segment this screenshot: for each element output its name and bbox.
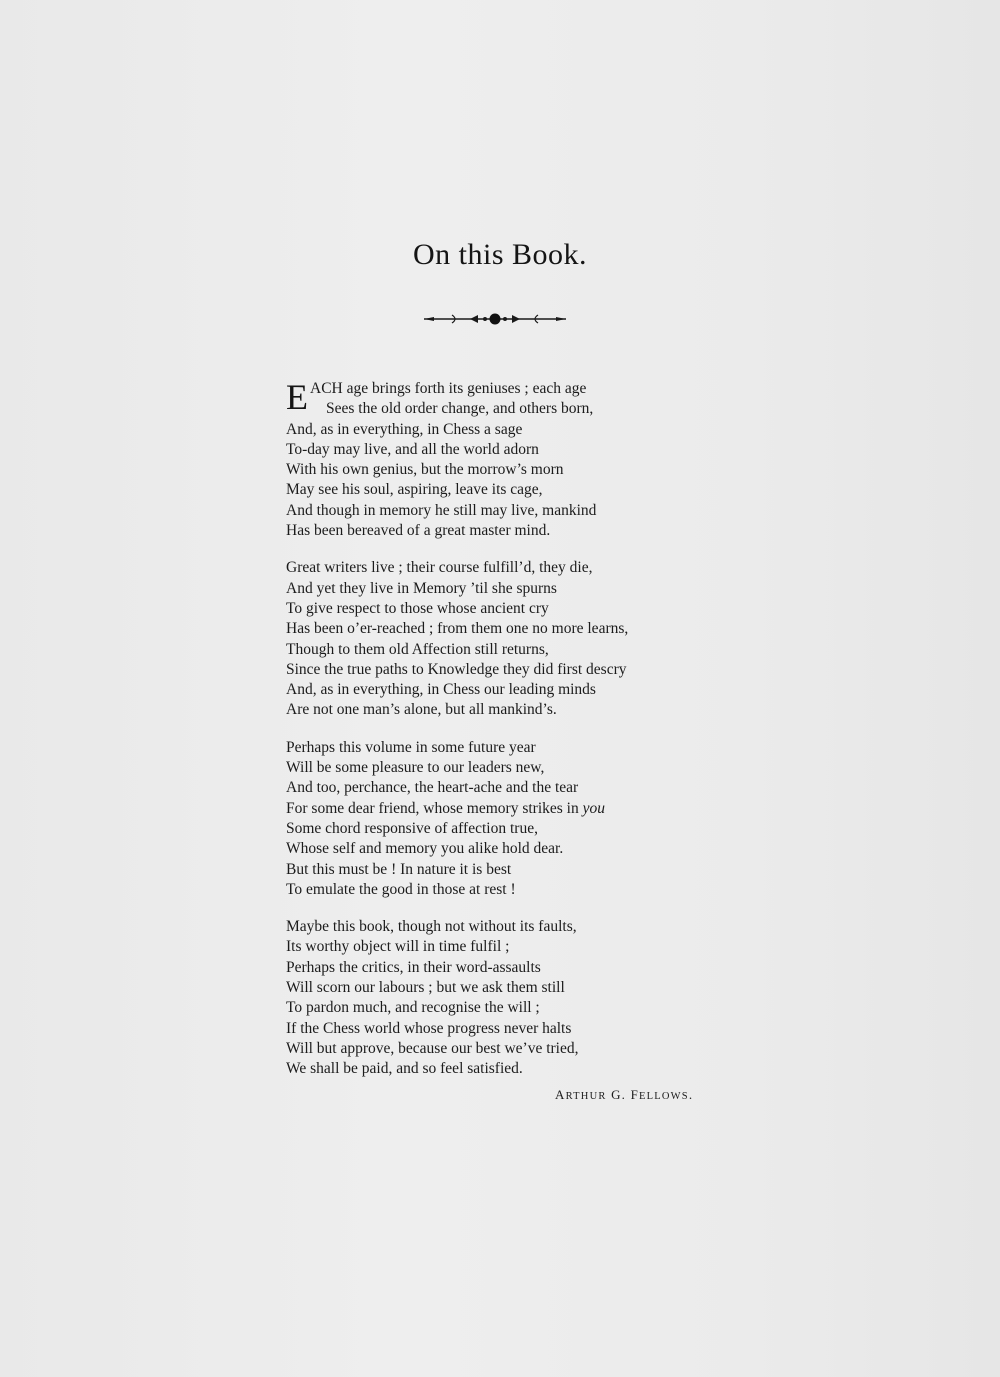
page-title: On this Book. xyxy=(412,238,588,271)
poem-line: And, as in everything, in Chess our leading minds xyxy=(286,681,596,699)
italic-word: you xyxy=(582,799,605,817)
poem-line: And too, perchance, the heart-ache and the tear xyxy=(286,779,579,797)
poem-line: We shall be paid, and so feel satisfied. xyxy=(286,1060,523,1078)
poem-line: To pardon much, and recognise the will ; xyxy=(286,999,540,1017)
poem-line: Has been o’er-reached ; from them one no more learns, xyxy=(286,620,629,638)
poem-line: Will scorn our labours ; but we ask them still xyxy=(286,979,565,997)
poem-line: With his own genius, but the morrow’s morn xyxy=(286,461,564,479)
poem-line: Will but approve, because our best we’ve tried, xyxy=(286,1039,579,1057)
author-signature: ARTHUR G. FELLOWS. xyxy=(555,1087,694,1102)
poem-line: May see his soul, aspiring, leave its cage, xyxy=(286,481,543,499)
stanza-4 xyxy=(286,917,726,1079)
poem-line: If the Chess world whose progress never halts xyxy=(286,1019,572,1037)
stanza-3 xyxy=(286,738,726,900)
poem-line: Are not one man’s alone, but all mankind’s. xyxy=(286,701,557,719)
poem-line: But this must be ! In nature it is best xyxy=(286,860,512,878)
poem-line: Whose self and memory you alike hold dear. xyxy=(286,840,564,858)
poem-line: ACH age brings forth its geniuses ; each age xyxy=(310,380,587,397)
poem-line: To emulate the good in those at rest ! xyxy=(286,880,516,898)
stanza-1 xyxy=(286,379,726,541)
poem-line: And yet they live in Memory ’til she spurns xyxy=(286,579,557,597)
poem-line: Great writers live ; their course fulfill’d, they die, xyxy=(286,559,593,577)
drop-cap: E xyxy=(286,377,308,417)
poem-line: Has been bereaved of a great master mind. xyxy=(286,522,551,540)
poem-line: Though to them old Affection still returns, xyxy=(286,640,549,658)
stanza-2 xyxy=(286,558,726,720)
poem-line xyxy=(286,799,726,819)
ornament-divider-icon xyxy=(420,309,570,329)
poem-line: Its worthy object will in time fulfil ; xyxy=(286,938,510,956)
poem-line: Will be some pleasure to our leaders new, xyxy=(286,759,545,777)
poem-line: To give respect to those whose ancient cry xyxy=(286,599,549,617)
poem-line: Some chord responsive of affection true, xyxy=(286,819,538,837)
poem-line: Sees the old order change, and others born, xyxy=(326,400,594,418)
poem-line: Maybe this book, though not without its faults, xyxy=(286,918,577,936)
poem-line: Perhaps the critics, in their word-assaults xyxy=(286,958,541,976)
poem-line: Since the true paths to Knowledge they did first descry xyxy=(286,660,627,678)
poem-line: Perhaps this volume in some future year xyxy=(286,738,536,756)
poem xyxy=(286,379,726,1097)
poem-line: To-day may live, and all the world adorn xyxy=(286,440,539,458)
poem-line: And though in memory he still may live, mankind xyxy=(286,501,597,519)
poem-line-text: For some dear friend, whose memory strikes in xyxy=(286,799,579,817)
poem-line: And, as in everything, in Chess a sage xyxy=(286,420,523,438)
